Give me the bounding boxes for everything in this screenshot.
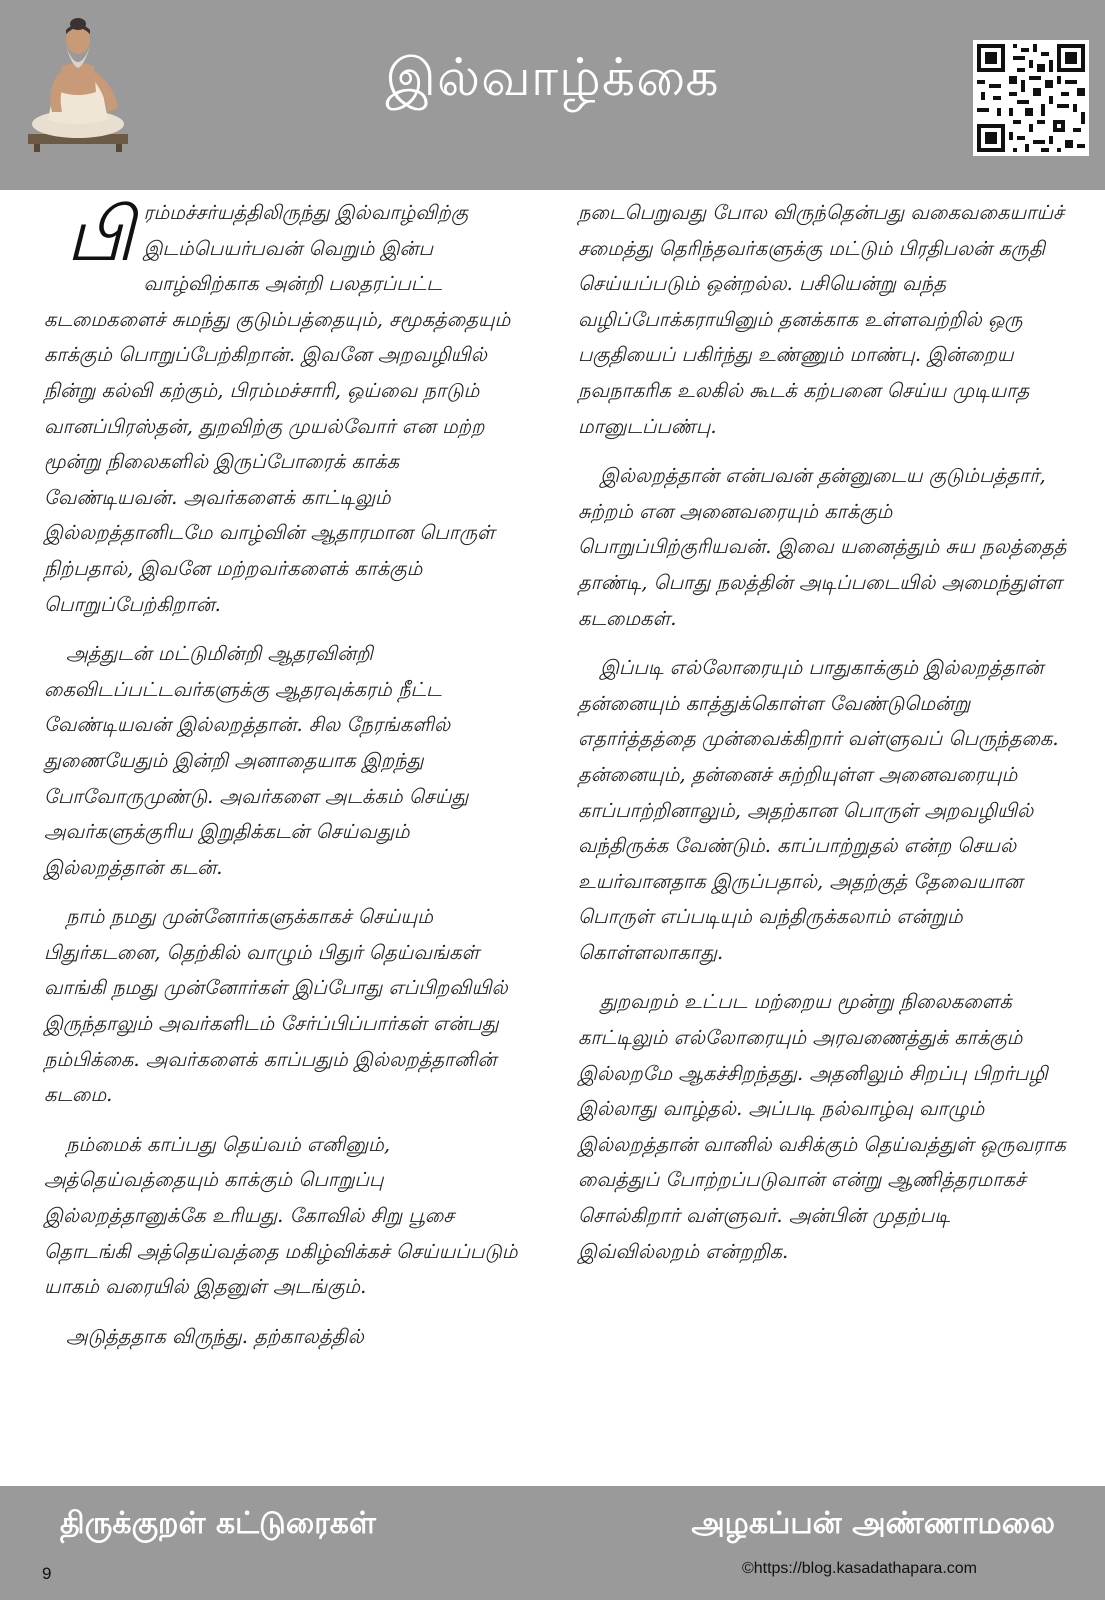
paragraph: அத்துடன் மட்டுமின்றி ஆதரவின்றி கைவிடப்பட்டவர்களுக்கு ஆதரவுக்கரம் நீட்ட வேண்டியவன் இல்லறத்தான். சில நேரங்களில் துணையேதும் இன்றி அனாதையாக இறந்து போவோருமுண்டு. அவர்களை அடக்கம் செய்து அவர்களுக்குரிய இறுதிக்கடன் செய்வதும் இல்லறத்தான் கடன். — [44, 642, 469, 879]
book-title: திருக்குறள் கட்டுரைகள் — [60, 1506, 376, 1541]
paragraph: நம்மைக் காப்பது தெய்வம் எனினும், அத்தெய்வத்தையும் காக்கும் பொறுப்பு இல்லறத்தானுக்கே உரியது. கோவில் சிறு பூசை தொடங்கி அத்தெய்வத்தை மகிழ்விக்கச் செய்யப்படும் யாகம் வரையில் இதனுள் அடங்கும். — [44, 1132, 518, 1299]
page-number: 9 — [42, 1564, 52, 1583]
website-link[interactable]: ©https://blog.kasadathapara.com — [741, 1560, 977, 1577]
author-name: அழகப்பன் அண்ணாமலை — [691, 1506, 1055, 1541]
paragraph: துறவறம் உட்பட மற்றைய மூன்று நிலைகளைக் காட்டிலும் எல்லோரையும் அரவணைத்துக் காக்கும் இல்லறமே ஆகச்சிறந்தது. அதனிலும் சிறப்பு பிறர்பழி இல்லாது வாழ்தல். அப்படி நல்வாழ்வு வாழும் இல்லறத்தான் வானில் வசிக்கும் தெய்வத்துள் ஒருவராக வைத்துப் போற்றப்படுவான் என்று ஆணித்தரமாகச் சொல்கிறார் வள்ளுவர். அன்பின் முதற்படி இவ்வில்லறம் என்றறிக. — [578, 990, 1066, 1263]
paragraph: நாம் நமது முன்னோர்களுக்காகச் செய்யும் பிதுர்கடனை, தெற்கில் வாழும் பிதுர் தெய்வங்கள் வாங்கி நமது முன்னோர்கள் இப்போது எப்பிறவியில் இருந்தாலும் அவர்களிடம் சேர்ப்பிப்பார்கள் என்பது நம்பிக்கை. அவர்களைக் காப்பதும் இல்லறத்தானின் கடமை. — [44, 905, 508, 1107]
page-title: இல்வாழ்க்கை — [385, 48, 720, 108]
qr-code-icon[interactable] — [973, 40, 1089, 156]
paragraph: அடுத்ததாக விருந்து. தற்காலத்தில் — [66, 1324, 364, 1348]
paragraph: பிரம்மச்சர்யத்திலிருந்து இல்வாழ்விற்கு இடம்பெயர்பவன் வெறும் இன்ப வாழ்விற்காக அன்றி பலதரப்பட்ட கடமைகளைச் சுமந்து குடும்பத்தையும், சமூகத்தையும் காக்கும் பொறுப்பேற்கிறான். இவனே அறவழியில் நின்று கல்வி கற்கும், பிரம்மச்சாரி, ஒய்வை நாடும் வானப்பிரஸ்தன், துறவிற்கு முயல்வோர் என மற்ற மூன்று நிலைகளில் இருப்போரைக் காக்க வேண்டியவன். அவர்களைக் காட்டிலும் இல்லறத்தானிடமே வாழ்வின் ஆதாரமான பொருள் நிற்பதால், இவனே மற்றவர்களைக் காக்கும் பொறுப்பேற்கிறான். — [44, 192, 511, 616]
paragraph: இல்லறத்தான் என்பவன் தன்னுடைய குடும்பத்தார், சுற்றம் என அனைவரையும் காக்கும் பொறுப்பிற்குரியவன். இவை யனைத்தும் சுய நலத்தைத் தாண்டி, பொது நலத்தின் அடிப்படையில் அமைந்துள்ள கடமைகள். — [578, 464, 1067, 630]
drop-cap: பி — [66, 192, 134, 278]
left-column — [44, 192, 534, 1368]
paragraph: நடைபெறுவது போல விருந்தென்பது வகைவகையாய்ச் சமைத்து தெரிந்தவர்களுக்கு மட்டும் பிரதிபலன் கருதி செய்யப்படும் ஒன்றல்ல. பசியென்று வந்த வழிப்போக்கராயினும் தனக்காக உள்ளவற்றில் ஒரு பகுதியைப் பகிர்ந்து உண்ணும் மாண்பு. இன்றைய நவநாகரிக உலகில் கூடக் கற்பனை செய்ய முடியாத மானுடப்பண்பு. — [578, 201, 1064, 438]
paragraph: இப்படி எல்லோரையும் பாதுகாக்கும் இல்லறத்தான் தன்னையும் காத்துக்கொள்ள வேண்டுமென்று எதார்த்தத்தை முன்வைக்கிறார் வள்ளுவப் பெருந்தகை. தன்னையும், தன்னைச் சுற்றியுள்ள அனைவரையும் காப்பாற்றினாலும், அதற்கான பொருள் அறவழியில் வந்திருக்க வேண்டும். காப்பாற்றுதல் என்ற செயல் உயர்வானதாக இருப்பதால், அதற்குத் தேவையான பொருள் எப்படியும் வந்திருக்கலாம் என்றும் கொள்ளலாகாது. — [578, 656, 1059, 964]
article-body — [0, 192, 1105, 1485]
right-column — [578, 195, 1068, 1283]
header-band — [0, 0, 1105, 190]
footer-band — [0, 1486, 1105, 1600]
